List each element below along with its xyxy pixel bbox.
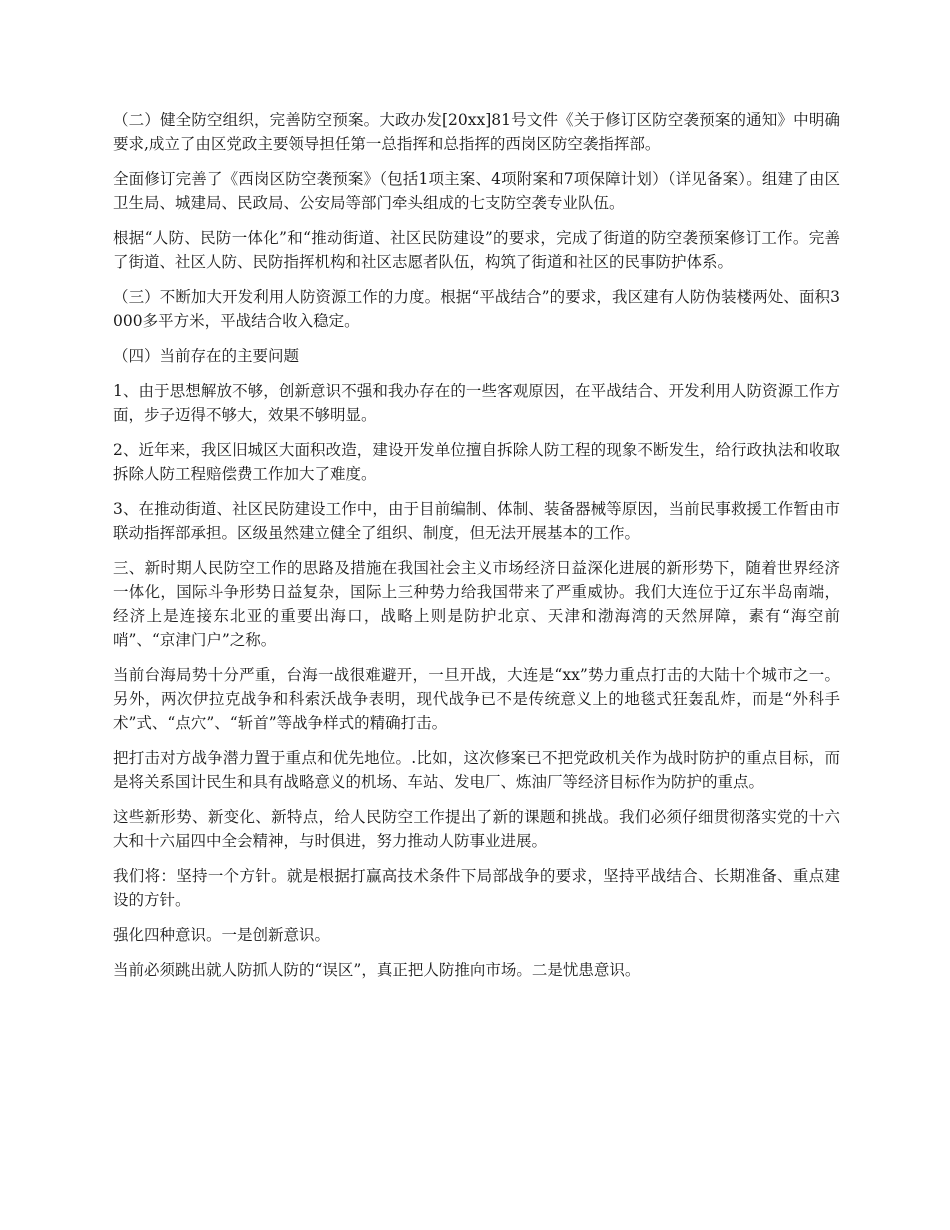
paragraph-1: （二）健全防空组织，完善防空预案。大政办发[20xx]81号文件《关于修订区防空袭预案的通知》中明确要求,成立了由区党政主要领导担任第一总指挥和总指挥的西岗区防空袭指挥部。: [113, 111, 840, 153]
paragraph-15: 当前必须跳出就人防抓人防的“误区”，真正把人防推向市场。二是忧患意识。: [113, 961, 641, 979]
paragraph-12: 这些新形势、新变化、新特点，给人民防空工作提出了新的课题和挑战。我们必须仔细贯彻落实党的十六大和十六届四中全会精神，与时俱进，努力推动人防事业进展。: [113, 808, 840, 850]
section-heading-problems: （四）当前存在的主要问题: [113, 347, 300, 365]
document-body: [113, 108, 840, 993]
paragraph-2: 全面修订完善了《西岗区防空袭预案》（包括1项主案、4项附案和7项保障计划）（详见备案）。组建了由区卫生局、城建局、民政局、公安局等部门牵头组成的七支防空袭专业队伍。: [113, 170, 840, 212]
paragraph-3: 根据“人防、民防一体化”和“推动街道、社区民防建设”的要求，完成了街道的防空袭预案修订工作。完善了街道、社区人防、民防指挥机构和社区志愿者队伍，构筑了街道和社区的民事防护体系。: [113, 229, 840, 271]
paragraph-4: （三）不断加大开发利用人防资源工作的力度。根据“平战结合”的要求，我区建有人防伪装楼两处、面积3000多平方米，平战结合收入稳定。: [113, 288, 840, 330]
paragraph-11: 把打击对方战争潜力置于重点和优先地位。.比如，这次修案已不把党政机关作为战时防护的重点目标，而是将关系国计民生和具有战略意义的机场、车站、发电厂、炼油厂等经济目标作为防护的重点。: [113, 749, 840, 791]
paragraph-13: 我们将：坚持一个方针。就是根据打赢高技术条件下局部战争的要求，坚持平战结合、长期准备、重点建设的方针。: [113, 867, 840, 909]
paragraph-14: 强化四种意识。一是创新意识。: [113, 926, 331, 944]
paragraph-7: 2、近年来，我区旧城区大面积改造，建设开发单位擅自拆除人防工程的现象不断发生，给行政执法和收取拆除人防工程赔偿费工作加大了难度。: [113, 441, 840, 483]
paragraph-8: 3、在推动街道、社区民防建设工作中，由于目前编制、体制、装备器械等原因，当前民事救援工作暂由市联动指挥部承担。区级虽然建立健全了组织、制度，但无法开展基本的工作。: [113, 500, 840, 542]
paragraph-10: 当前台海局势十分严重，台海一战很难避开，一旦开战，大连是“xx”势力重点打击的大陆十个城市之一。另外，两次伊拉克战争和科索沃战争表明，现代战争已不是传统意义上的地毯式狂轰乱炸，而是“外科手术”式、“点穴”、“斩首”等战争样式的精确打击。: [113, 666, 840, 732]
paragraph-6: 1、由于思想解放不够，创新意识不强和我办存在的一些客观原因，在平战结合、开发利用人防资源工作方面，步子迈得不够大，效果不够明显。: [113, 382, 840, 424]
paragraph-9: 三、新时期人民防空工作的思路及措施在我国社会主义市场经济日益深化进展的新形势下，随着世界经济一体化，国际斗争形势日益复杂，国际上三种势力给我国带来了严重威协。我们大连位于辽东半岛南端，经济上是连接东北亚的重要出海口，战略上则是防护北京、天津和渤海湾的天然屏障，素有“海空前哨”、“京津门户”之称。: [113, 559, 840, 649]
